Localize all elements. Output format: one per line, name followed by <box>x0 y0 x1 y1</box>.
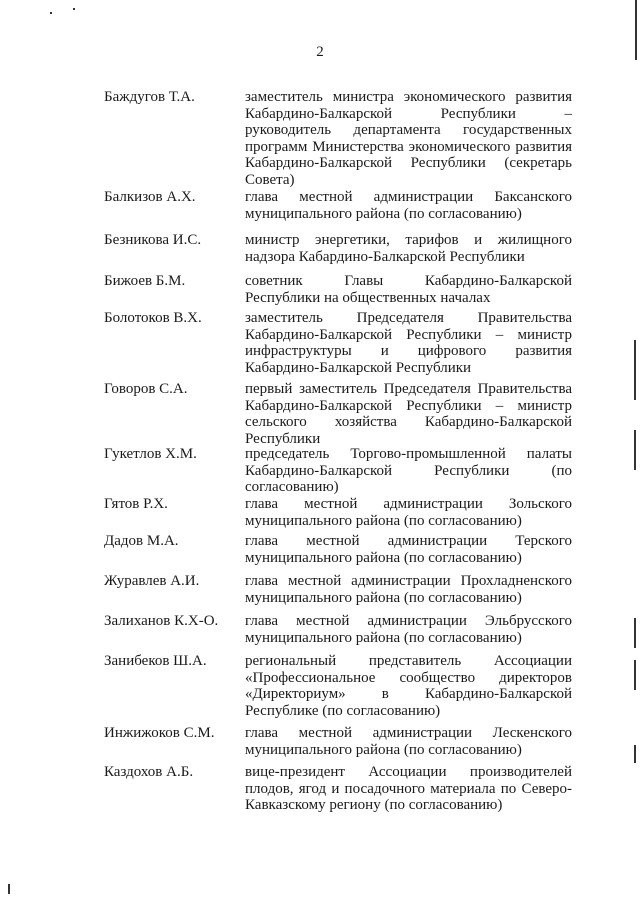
member-role: глава местной администрации Лескенского муниципального района (по согласованию) <box>245 725 572 758</box>
member-role: министр энергетики, тарифов и жилищного надзора Кабардино-Балкарской Республики <box>245 232 572 265</box>
member-role: вице-президент Ассоциации производителей плодов, ягод и посадочного материала по Северо-Кавказскому региону (по согласованию) <box>245 764 572 813</box>
member-name: Занибеков Ш.А. <box>104 653 207 669</box>
member-entry <box>0 725 640 764</box>
member-name: Болотоков В.Х. <box>104 310 202 326</box>
member-name: Безникова И.С. <box>104 232 202 248</box>
member-role: заместитель Председателя Правительства Кабардино-Балкарской Республики – министр инфраструктуры и цифрового развития Кабардино-Балкарской Республики <box>245 310 572 376</box>
page-number: 2 <box>316 44 324 60</box>
member-entry <box>0 310 640 381</box>
member-entry <box>0 496 640 533</box>
member-role: глава местной администрации Прохладненского муниципального района (по согласованию) <box>245 573 572 606</box>
member-role: первый заместитель Председателя Правительства Кабардино-Балкарской Республики – министр сельского хозяйства Кабардино-Балкарской Республики <box>245 381 572 447</box>
council-member-list <box>0 89 640 824</box>
member-name: Баждугов Т.А. <box>104 89 195 105</box>
member-role: глава местной администрации Баксанского муниципального района (по согласованию) <box>245 189 572 222</box>
member-name: Дадов М.А. <box>104 533 179 549</box>
member-entry <box>0 232 640 273</box>
member-role: председатель Торгово-промышленной палаты Кабардино-Балкарской Республики (по согласованию) <box>245 446 572 495</box>
member-name: Говоров С.А. <box>104 381 188 397</box>
member-entry <box>0 381 640 446</box>
member-role: глава местной администрации Зольского муниципального района (по согласованию) <box>245 496 572 529</box>
member-role: глава местной администрации Эльбрусского муниципального района (по согласованию) <box>245 613 572 646</box>
member-entry <box>0 533 640 573</box>
member-entry <box>0 89 640 189</box>
scan-mark-bottom-left <box>8 884 10 894</box>
member-entry <box>0 189 640 232</box>
member-role: региональный представитель Ассоциации «Профессиональное сообщество директоров «Директориум» в Кабардино-Балкарской Республике (по согласованию) <box>245 653 572 719</box>
member-name: Залиханов К.Х-О. <box>104 613 219 629</box>
member-entry <box>0 273 640 310</box>
scan-mark-top-left-2 <box>73 8 75 10</box>
member-name: Каздохов А.Б. <box>104 764 194 780</box>
member-entry <box>0 573 640 613</box>
member-name: Гятов Р.Х. <box>104 496 168 512</box>
member-entry <box>0 764 640 824</box>
member-entry <box>0 613 640 653</box>
member-name: Гукетлов Х.М. <box>104 446 197 462</box>
scan-mark-top-left <box>50 12 52 14</box>
member-entry <box>0 653 640 725</box>
member-name: Инжижоков С.М. <box>104 725 215 741</box>
member-role: советник Главы Кабардино-Балкарской Республики на общественных началах <box>245 273 572 306</box>
member-role: глава местной администрации Терского муниципального района (по согласованию) <box>245 533 572 566</box>
member-entry <box>0 446 640 496</box>
member-name: Бижоев Б.М. <box>104 273 186 289</box>
member-role: заместитель министра экономического развития Кабардино-Балкарской Республики – руководитель департамента государственных программ Министерства экономического развития Кабардино-Балкарской Республики (секретарь Совета) <box>245 89 572 188</box>
member-name: Журавлев А.И. <box>104 573 200 589</box>
member-name: Балкизов А.Х. <box>104 189 196 205</box>
